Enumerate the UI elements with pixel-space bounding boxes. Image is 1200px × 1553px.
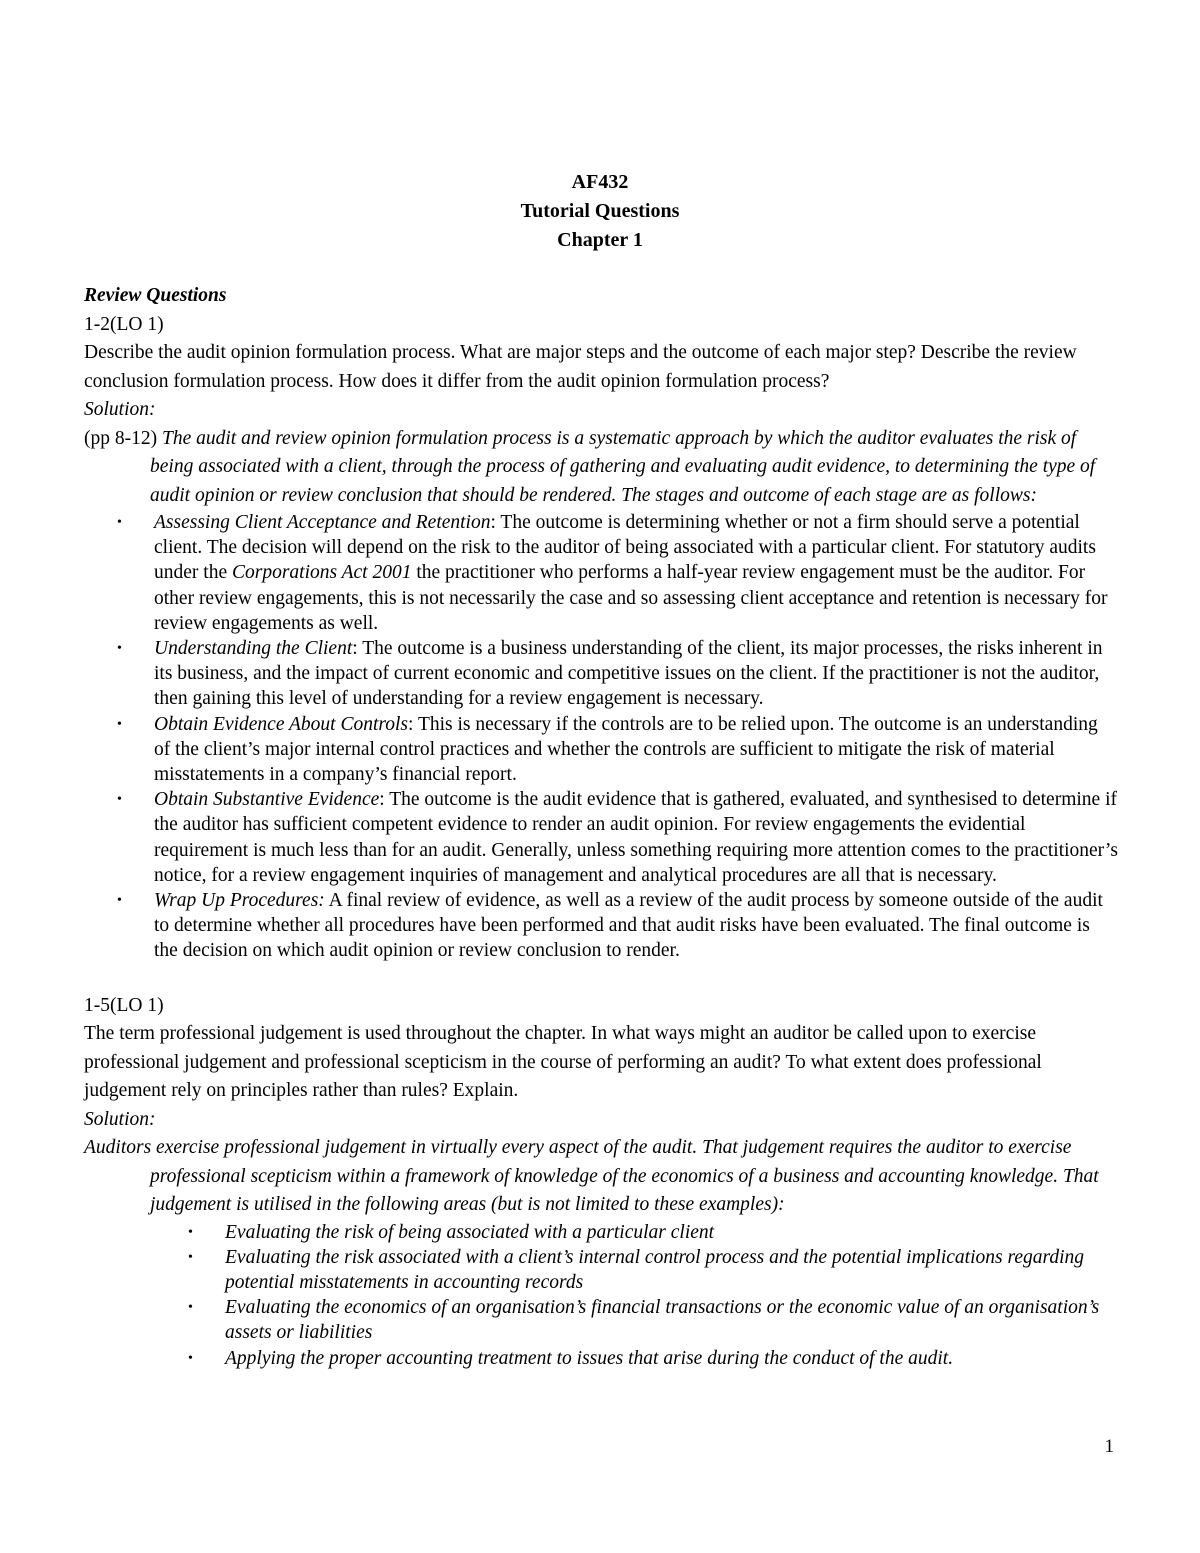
question-2-text: The term professional judgement is used throughout the chapter. In what ways might an auditor be called upon to exercise professional judgement and professional scepticism in the course of performing an audit? To what extent does professional judgement rely on principles rather than rules? Explain. — [84, 1023, 1042, 1102]
document-title: Tutorial Questions — [520, 200, 680, 222]
bullet-text: Applying the proper accounting treatment to issues that arise during the conduct of the audit. — [225, 1347, 954, 1369]
page-number: 1 — [1104, 1436, 1114, 1457]
bullet-emphasis: Corporations Act 2001 — [231, 562, 412, 584]
list-item — [84, 787, 1118, 888]
course-code: AF432 — [571, 171, 629, 193]
question-1-id: 1-2(LO 1) — [84, 313, 164, 335]
solution-paragraph: The audit and review opinion formulation process is a systematic approach by which the auditor evaluates the risk of being associated with a client, through the process of gathering and evaluating audit evidence, to determining the type of audit opinion or review conclusion that should be rendered. The stages and outcome of each stage are as follows: — [150, 427, 1096, 506]
list-item — [84, 1346, 1118, 1371]
question-2-bullet-list — [84, 1220, 1118, 1371]
bullet-icon: • — [117, 716, 122, 732]
bullet-icon: • — [188, 1300, 193, 1316]
spacer — [84, 964, 1118, 992]
bullet-term: Obtain Substantive Evidence — [154, 789, 380, 811]
question-1-text: Describe the audit opinion formulation process. What are major steps and the outcome of each major step? Describe the review conclusion formulation process. How does it differ from the audit opinion formulation process? — [84, 342, 1077, 392]
list-item — [84, 510, 1118, 636]
bullet-icon: • — [188, 1224, 193, 1240]
bullet-term: Obtain Evidence About Controls — [154, 713, 409, 735]
bullet-text: Evaluating the risk associated with a client’s internal control process and the potential implications regarding potential misstatements in accounting records — [225, 1246, 1085, 1294]
question-1-solution-label: Solution: — [84, 399, 156, 420]
question-2-id: 1-5(LO 1) — [84, 994, 164, 1016]
question-1-bullet-list — [84, 510, 1118, 964]
chapter-title: Chapter 1 — [557, 229, 643, 251]
bullet-icon: • — [188, 1249, 193, 1265]
question-1-solution-text — [84, 425, 1118, 511]
list-item — [84, 636, 1118, 712]
list-item — [84, 1295, 1118, 1345]
bullet-text: : The outcome is a business understanding of the client, its major processes, the risks inherent in its business, and the impact of current economic and competitive issues on the client. If the practitioner is not the auditor, then gaining this level of understanding for a review engagement is necessary. — [154, 638, 1103, 710]
document-body — [84, 282, 1118, 1371]
page-reference: (pp 8-12) — [84, 427, 162, 449]
list-item — [84, 1245, 1118, 1295]
bullet-text: : The outcome is the audit evidence that is gathered, evaluated, and synthesised to determine if the auditor has sufficient competent evidence to render an audit opinion. For review engagements the evidential requirement is much less than for an audit. Generally, unless something requiring more attention comes to the practitioner’s notice, for a review engagement inquiries of management and analytical procedures are all that is necessary. — [154, 789, 1118, 886]
bullet-text: : The outcome is determining whether or not a firm should serve a potential client. The decision will depend on the risk to the auditor of being associated with a particular client. For statutory audits under the — [154, 512, 1096, 584]
list-item — [84, 712, 1118, 788]
bullet-text: Evaluating the risk of being associated with a particular client — [225, 1221, 715, 1243]
bullet-term: Assessing Client Acceptance and Retention — [154, 512, 491, 533]
bullet-icon: • — [117, 515, 122, 530]
bullet-text-continued: the practitioner who performs a half-year review engagement must be the auditor. For other review engagements, this is not necessarily the case and so assessing client acceptance and retention is necessary for review engagements as well. — [154, 562, 1108, 634]
bullet-text: A final review of evidence, as well as a review of the audit process by someone outside of the audit to determine whether all procedures have been performed and that audit risks have been evaluated. The final outcome is the decision on which audit opinion or review conclusion to render. — [154, 890, 1103, 962]
section-title: Review Questions — [84, 285, 227, 306]
document-header — [0, 168, 1200, 255]
question-2-solution-text: Auditors exercise professional judgement in virtually every aspect of the audit. That judgement requires the auditor to exercise professional scepticism within a framework of knowledge of the economics of a business and accounting knowledge. That judgement is utilised in the following areas (but is not limited to these examples): — [84, 1137, 1099, 1216]
bullet-text: Evaluating the economics of an organisation’s financial transactions or the economic value of an organisation’s assets or liabilities — [225, 1297, 1100, 1344]
question-2-solution-label: Solution: — [84, 1108, 156, 1130]
list-item — [84, 1220, 1118, 1245]
bullet-icon: • — [117, 792, 122, 808]
bullet-term: Wrap Up Procedures: — [154, 890, 325, 912]
list-item — [84, 888, 1118, 964]
bullet-term: Understanding the Client — [154, 638, 353, 660]
bullet-icon: • — [117, 893, 122, 909]
bullet-text: : This is necessary if the controls are to be relied upon. The outcome is an understanding of the client’s major internal control practices and whether the controls are sufficient to mitigate the risk of material misstatements in a company’s financial report. — [154, 713, 1098, 786]
bullet-icon: • — [188, 1350, 193, 1366]
bullet-icon: • — [117, 641, 122, 657]
